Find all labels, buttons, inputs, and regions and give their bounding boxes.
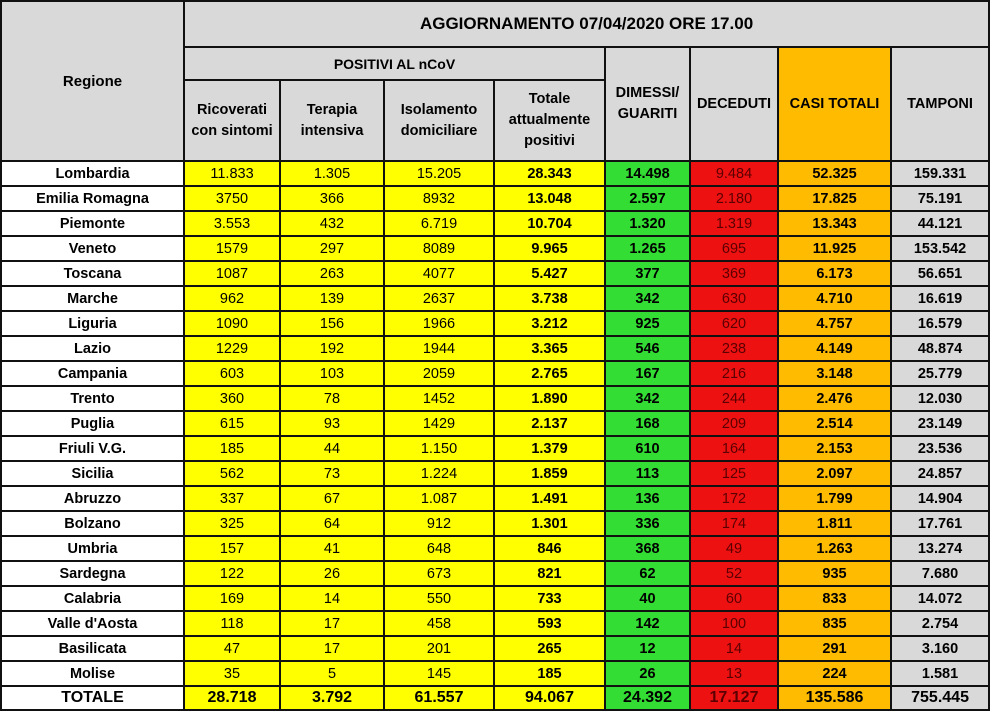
tamponi-cell: 1.581: [891, 661, 989, 686]
casi-totali-cell: 935: [778, 561, 891, 586]
terapia-cell: 103: [280, 361, 384, 386]
region-cell: Puglia: [1, 411, 184, 436]
total-casi: 135.586: [778, 686, 891, 710]
terapia-cell: 73: [280, 461, 384, 486]
casi-totali-cell: 835: [778, 611, 891, 636]
isolamento-cell: 145: [384, 661, 494, 686]
casi-totali-cell: 1.799: [778, 486, 891, 511]
tamponi-cell: 14.072: [891, 586, 989, 611]
terapia-cell: 156: [280, 311, 384, 336]
tamponi-cell: 16.579: [891, 311, 989, 336]
totale-positivi-cell: 3.365: [494, 336, 605, 361]
deceduti-cell: 174: [690, 511, 778, 536]
deceduti-cell: 164: [690, 436, 778, 461]
ricoverati-cell: 603: [184, 361, 280, 386]
dimessi-cell: 40: [605, 586, 690, 611]
dimessi-cell: 1.320: [605, 211, 690, 236]
isolamento-cell: 1944: [384, 336, 494, 361]
table-body: [1, 161, 989, 686]
dimessi-cell: 12: [605, 636, 690, 661]
region-cell: Liguria: [1, 311, 184, 336]
ricoverati-cell: 325: [184, 511, 280, 536]
dimessi-cell: 113: [605, 461, 690, 486]
table-row: [1, 661, 989, 686]
dimessi-cell: 14.498: [605, 161, 690, 186]
ricoverati-cell: 157: [184, 536, 280, 561]
totale-positivi-cell: 265: [494, 636, 605, 661]
ricoverati-cell: 962: [184, 286, 280, 311]
dimessi-cell: 1.265: [605, 236, 690, 261]
deceduti-cell: 13: [690, 661, 778, 686]
deceduti-cell: 216: [690, 361, 778, 386]
ricoverati-cell: 1579: [184, 236, 280, 261]
casi-totali-cell: 2.514: [778, 411, 891, 436]
totale-positivi-cell: 2.137: [494, 411, 605, 436]
ricoverati-cell: 615: [184, 411, 280, 436]
totale-positivi-cell: 28.343: [494, 161, 605, 186]
deceduti-cell: 1.319: [690, 211, 778, 236]
isolamento-cell: 648: [384, 536, 494, 561]
casi-totali-cell: 17.825: [778, 186, 891, 211]
table-row: [1, 636, 989, 661]
casi-totali-cell: 4.710: [778, 286, 891, 311]
ricoverati-cell: 1090: [184, 311, 280, 336]
ricoverati-cell: 35: [184, 661, 280, 686]
deceduti-cell: 238: [690, 336, 778, 361]
terapia-cell: 1.305: [280, 161, 384, 186]
region-cell: Sardegna: [1, 561, 184, 586]
terapia-cell: 17: [280, 611, 384, 636]
ricoverati-cell: 1229: [184, 336, 280, 361]
isolamento-cell: 1452: [384, 386, 494, 411]
tamponi-cell: 14.904: [891, 486, 989, 511]
deceduti-column-header: DECEDUTI: [690, 47, 778, 161]
ricoverati-cell: 47: [184, 636, 280, 661]
table-row: [1, 211, 989, 236]
tamponi-cell: 24.857: [891, 461, 989, 486]
totale-positivi-cell: 185: [494, 661, 605, 686]
ricoverati-cell: 118: [184, 611, 280, 636]
table-row: [1, 261, 989, 286]
tamponi-cell: 23.149: [891, 411, 989, 436]
table-row: [1, 561, 989, 586]
table-row: [1, 486, 989, 511]
isolamento-column-header: Isolamento domiciliare: [384, 80, 494, 161]
region-cell: Campania: [1, 361, 184, 386]
casi-totali-cell: 52.325: [778, 161, 891, 186]
table-row: [1, 311, 989, 336]
total-row: [1, 686, 989, 710]
casi-totali-cell: 291: [778, 636, 891, 661]
isolamento-cell: 912: [384, 511, 494, 536]
totale-positivi-cell: 2.765: [494, 361, 605, 386]
isolamento-cell: 4077: [384, 261, 494, 286]
isolamento-cell: 8089: [384, 236, 494, 261]
terapia-cell: 432: [280, 211, 384, 236]
region-column-header: Regione: [1, 1, 184, 161]
terapia-cell: 67: [280, 486, 384, 511]
total-terapia: 3.792: [280, 686, 384, 710]
isolamento-cell: 6.719: [384, 211, 494, 236]
tamponi-cell: 75.191: [891, 186, 989, 211]
terapia-cell: 78: [280, 386, 384, 411]
table-row: [1, 286, 989, 311]
tamponi-cell: 44.121: [891, 211, 989, 236]
region-cell: Lombardia: [1, 161, 184, 186]
ricoverati-column-header: Ricoverati con sintomi: [184, 80, 280, 161]
terapia-cell: 17: [280, 636, 384, 661]
tamponi-cell: 153.542: [891, 236, 989, 261]
tamponi-cell: 56.651: [891, 261, 989, 286]
terapia-cell: 14: [280, 586, 384, 611]
isolamento-cell: 2637: [384, 286, 494, 311]
tamponi-cell: 7.680: [891, 561, 989, 586]
casi-totali-cell: 224: [778, 661, 891, 686]
dimessi-cell: 62: [605, 561, 690, 586]
isolamento-cell: 1429: [384, 411, 494, 436]
dimessi-cell: 342: [605, 286, 690, 311]
tamponi-cell: 23.536: [891, 436, 989, 461]
casi-totali-cell: 6.173: [778, 261, 891, 286]
totale-positivi-cell: 3.212: [494, 311, 605, 336]
deceduti-cell: 52: [690, 561, 778, 586]
dimessi-cell: 342: [605, 386, 690, 411]
terapia-cell: 93: [280, 411, 384, 436]
deceduti-cell: 14: [690, 636, 778, 661]
casi-totali-cell: 4.757: [778, 311, 891, 336]
totale-positivi-cell: 1.491: [494, 486, 605, 511]
region-cell: Emilia Romagna: [1, 186, 184, 211]
tamponi-cell: 17.761: [891, 511, 989, 536]
dimessi-cell: 26: [605, 661, 690, 686]
dimessi-cell: 142: [605, 611, 690, 636]
deceduti-cell: 172: [690, 486, 778, 511]
region-cell: Calabria: [1, 586, 184, 611]
totale-positivi-cell: 9.965: [494, 236, 605, 261]
table-row: [1, 436, 989, 461]
deceduti-cell: 125: [690, 461, 778, 486]
casi-totali-cell: 2.476: [778, 386, 891, 411]
total-deceduti: 17.127: [690, 686, 778, 710]
region-cell: Bolzano: [1, 511, 184, 536]
tamponi-cell: 3.160: [891, 636, 989, 661]
deceduti-cell: 100: [690, 611, 778, 636]
deceduti-cell: 244: [690, 386, 778, 411]
dimessi-column-header: DIMESSI/ GUARITI: [605, 47, 690, 161]
deceduti-cell: 49: [690, 536, 778, 561]
totale-positivi-cell: 1.379: [494, 436, 605, 461]
casi-totali-cell: 2.097: [778, 461, 891, 486]
tamponi-cell: 13.274: [891, 536, 989, 561]
terapia-cell: 366: [280, 186, 384, 211]
casi-totali-cell: 3.148: [778, 361, 891, 386]
deceduti-cell: 630: [690, 286, 778, 311]
terapia-cell: 5: [280, 661, 384, 686]
isolamento-cell: 550: [384, 586, 494, 611]
region-cell: Basilicata: [1, 636, 184, 661]
tamponi-cell: 2.754: [891, 611, 989, 636]
table-row: [1, 511, 989, 536]
ricoverati-cell: 1087: [184, 261, 280, 286]
tamponi-column-header: TAMPONI: [891, 47, 989, 161]
total-ricoverati: 28.718: [184, 686, 280, 710]
dimessi-cell: 377: [605, 261, 690, 286]
dimessi-cell: 168: [605, 411, 690, 436]
casi-totali-cell: 1.811: [778, 511, 891, 536]
terapia-cell: 263: [280, 261, 384, 286]
ricoverati-cell: 11.833: [184, 161, 280, 186]
table-row: [1, 186, 989, 211]
table-row: [1, 461, 989, 486]
terapia-cell: 192: [280, 336, 384, 361]
deceduti-cell: 695: [690, 236, 778, 261]
totale-positivi-cell: 1.890: [494, 386, 605, 411]
dimessi-cell: 2.597: [605, 186, 690, 211]
casi-totali-cell: 833: [778, 586, 891, 611]
isolamento-cell: 201: [384, 636, 494, 661]
casi-totali-column-header: CASI TOTALI: [778, 47, 891, 161]
total-dimessi: 24.392: [605, 686, 690, 710]
dimessi-cell: 546: [605, 336, 690, 361]
ricoverati-cell: 562: [184, 461, 280, 486]
totale-positivi-cell: 10.704: [494, 211, 605, 236]
totale-positivi-cell: 1.859: [494, 461, 605, 486]
terapia-cell: 64: [280, 511, 384, 536]
tamponi-cell: 16.619: [891, 286, 989, 311]
region-cell: Lazio: [1, 336, 184, 361]
terapia-cell: 41: [280, 536, 384, 561]
totale-positivi-cell: 846: [494, 536, 605, 561]
terapia-cell: 26: [280, 561, 384, 586]
region-cell: Toscana: [1, 261, 184, 286]
region-cell: Piemonte: [1, 211, 184, 236]
totale-positivi-cell: 1.301: [494, 511, 605, 536]
terapia-cell: 297: [280, 236, 384, 261]
deceduti-cell: 209: [690, 411, 778, 436]
tamponi-cell: 25.779: [891, 361, 989, 386]
dimessi-cell: 336: [605, 511, 690, 536]
ricoverati-cell: 3.553: [184, 211, 280, 236]
deceduti-cell: 60: [690, 586, 778, 611]
casi-totali-cell: 13.343: [778, 211, 891, 236]
deceduti-cell: 9.484: [690, 161, 778, 186]
ricoverati-cell: 185: [184, 436, 280, 461]
ricoverati-cell: 360: [184, 386, 280, 411]
dimessi-cell: 925: [605, 311, 690, 336]
total-isolamento: 61.557: [384, 686, 494, 710]
isolamento-cell: 673: [384, 561, 494, 586]
positivi-group-header: POSITIVI AL nCoV: [184, 47, 605, 80]
table-row: [1, 236, 989, 261]
casi-totali-cell: 1.263: [778, 536, 891, 561]
region-cell: Marche: [1, 286, 184, 311]
isolamento-cell: 458: [384, 611, 494, 636]
casi-totali-cell: 11.925: [778, 236, 891, 261]
tamponi-cell: 12.030: [891, 386, 989, 411]
region-cell: Veneto: [1, 236, 184, 261]
tamponi-cell: 159.331: [891, 161, 989, 186]
dimessi-cell: 610: [605, 436, 690, 461]
total-tamponi: 755.445: [891, 686, 989, 710]
ricoverati-cell: 169: [184, 586, 280, 611]
totale-positivi-cell: 593: [494, 611, 605, 636]
tamponi-cell: 48.874: [891, 336, 989, 361]
ricoverati-cell: 3750: [184, 186, 280, 211]
deceduti-cell: 620: [690, 311, 778, 336]
region-cell: Trento: [1, 386, 184, 411]
totale-positivi-cell: 5.427: [494, 261, 605, 286]
isolamento-cell: 15.205: [384, 161, 494, 186]
total-label: TOTALE: [1, 686, 184, 710]
table-row: [1, 386, 989, 411]
totale-positivi-cell: 3.738: [494, 286, 605, 311]
terapia-column-header: Terapia intensiva: [280, 80, 384, 161]
table-row: [1, 411, 989, 436]
region-cell: Molise: [1, 661, 184, 686]
terapia-cell: 139: [280, 286, 384, 311]
table-row: [1, 161, 989, 186]
deceduti-cell: 369: [690, 261, 778, 286]
isolamento-cell: 1.087: [384, 486, 494, 511]
table-row: [1, 611, 989, 636]
region-cell: Friuli V.G.: [1, 436, 184, 461]
isolamento-cell: 1.224: [384, 461, 494, 486]
casi-totali-cell: 2.153: [778, 436, 891, 461]
dimessi-cell: 136: [605, 486, 690, 511]
isolamento-cell: 1.150: [384, 436, 494, 461]
region-cell: Abruzzo: [1, 486, 184, 511]
dimessi-cell: 167: [605, 361, 690, 386]
isolamento-cell: 8932: [384, 186, 494, 211]
table-row: [1, 536, 989, 561]
table-row: [1, 361, 989, 386]
totale-positivi-cell: 733: [494, 586, 605, 611]
totale-positivi-column-header: Totale attualmente positivi: [494, 80, 605, 161]
region-cell: Sicilia: [1, 461, 184, 486]
totale-positivi-cell: 821: [494, 561, 605, 586]
isolamento-cell: 1966: [384, 311, 494, 336]
casi-totali-cell: 4.149: [778, 336, 891, 361]
ricoverati-cell: 122: [184, 561, 280, 586]
isolamento-cell: 2059: [384, 361, 494, 386]
dimessi-cell: 368: [605, 536, 690, 561]
deceduti-cell: 2.180: [690, 186, 778, 211]
table-row: [1, 336, 989, 361]
region-cell: Umbria: [1, 536, 184, 561]
update-title: AGGIORNAMENTO 07/04/2020 ORE 17.00: [184, 1, 989, 47]
table-row: [1, 586, 989, 611]
totale-positivi-cell: 13.048: [494, 186, 605, 211]
ricoverati-cell: 337: [184, 486, 280, 511]
region-cell: Valle d'Aosta: [1, 611, 184, 636]
total-positivi: 94.067: [494, 686, 605, 710]
terapia-cell: 44: [280, 436, 384, 461]
